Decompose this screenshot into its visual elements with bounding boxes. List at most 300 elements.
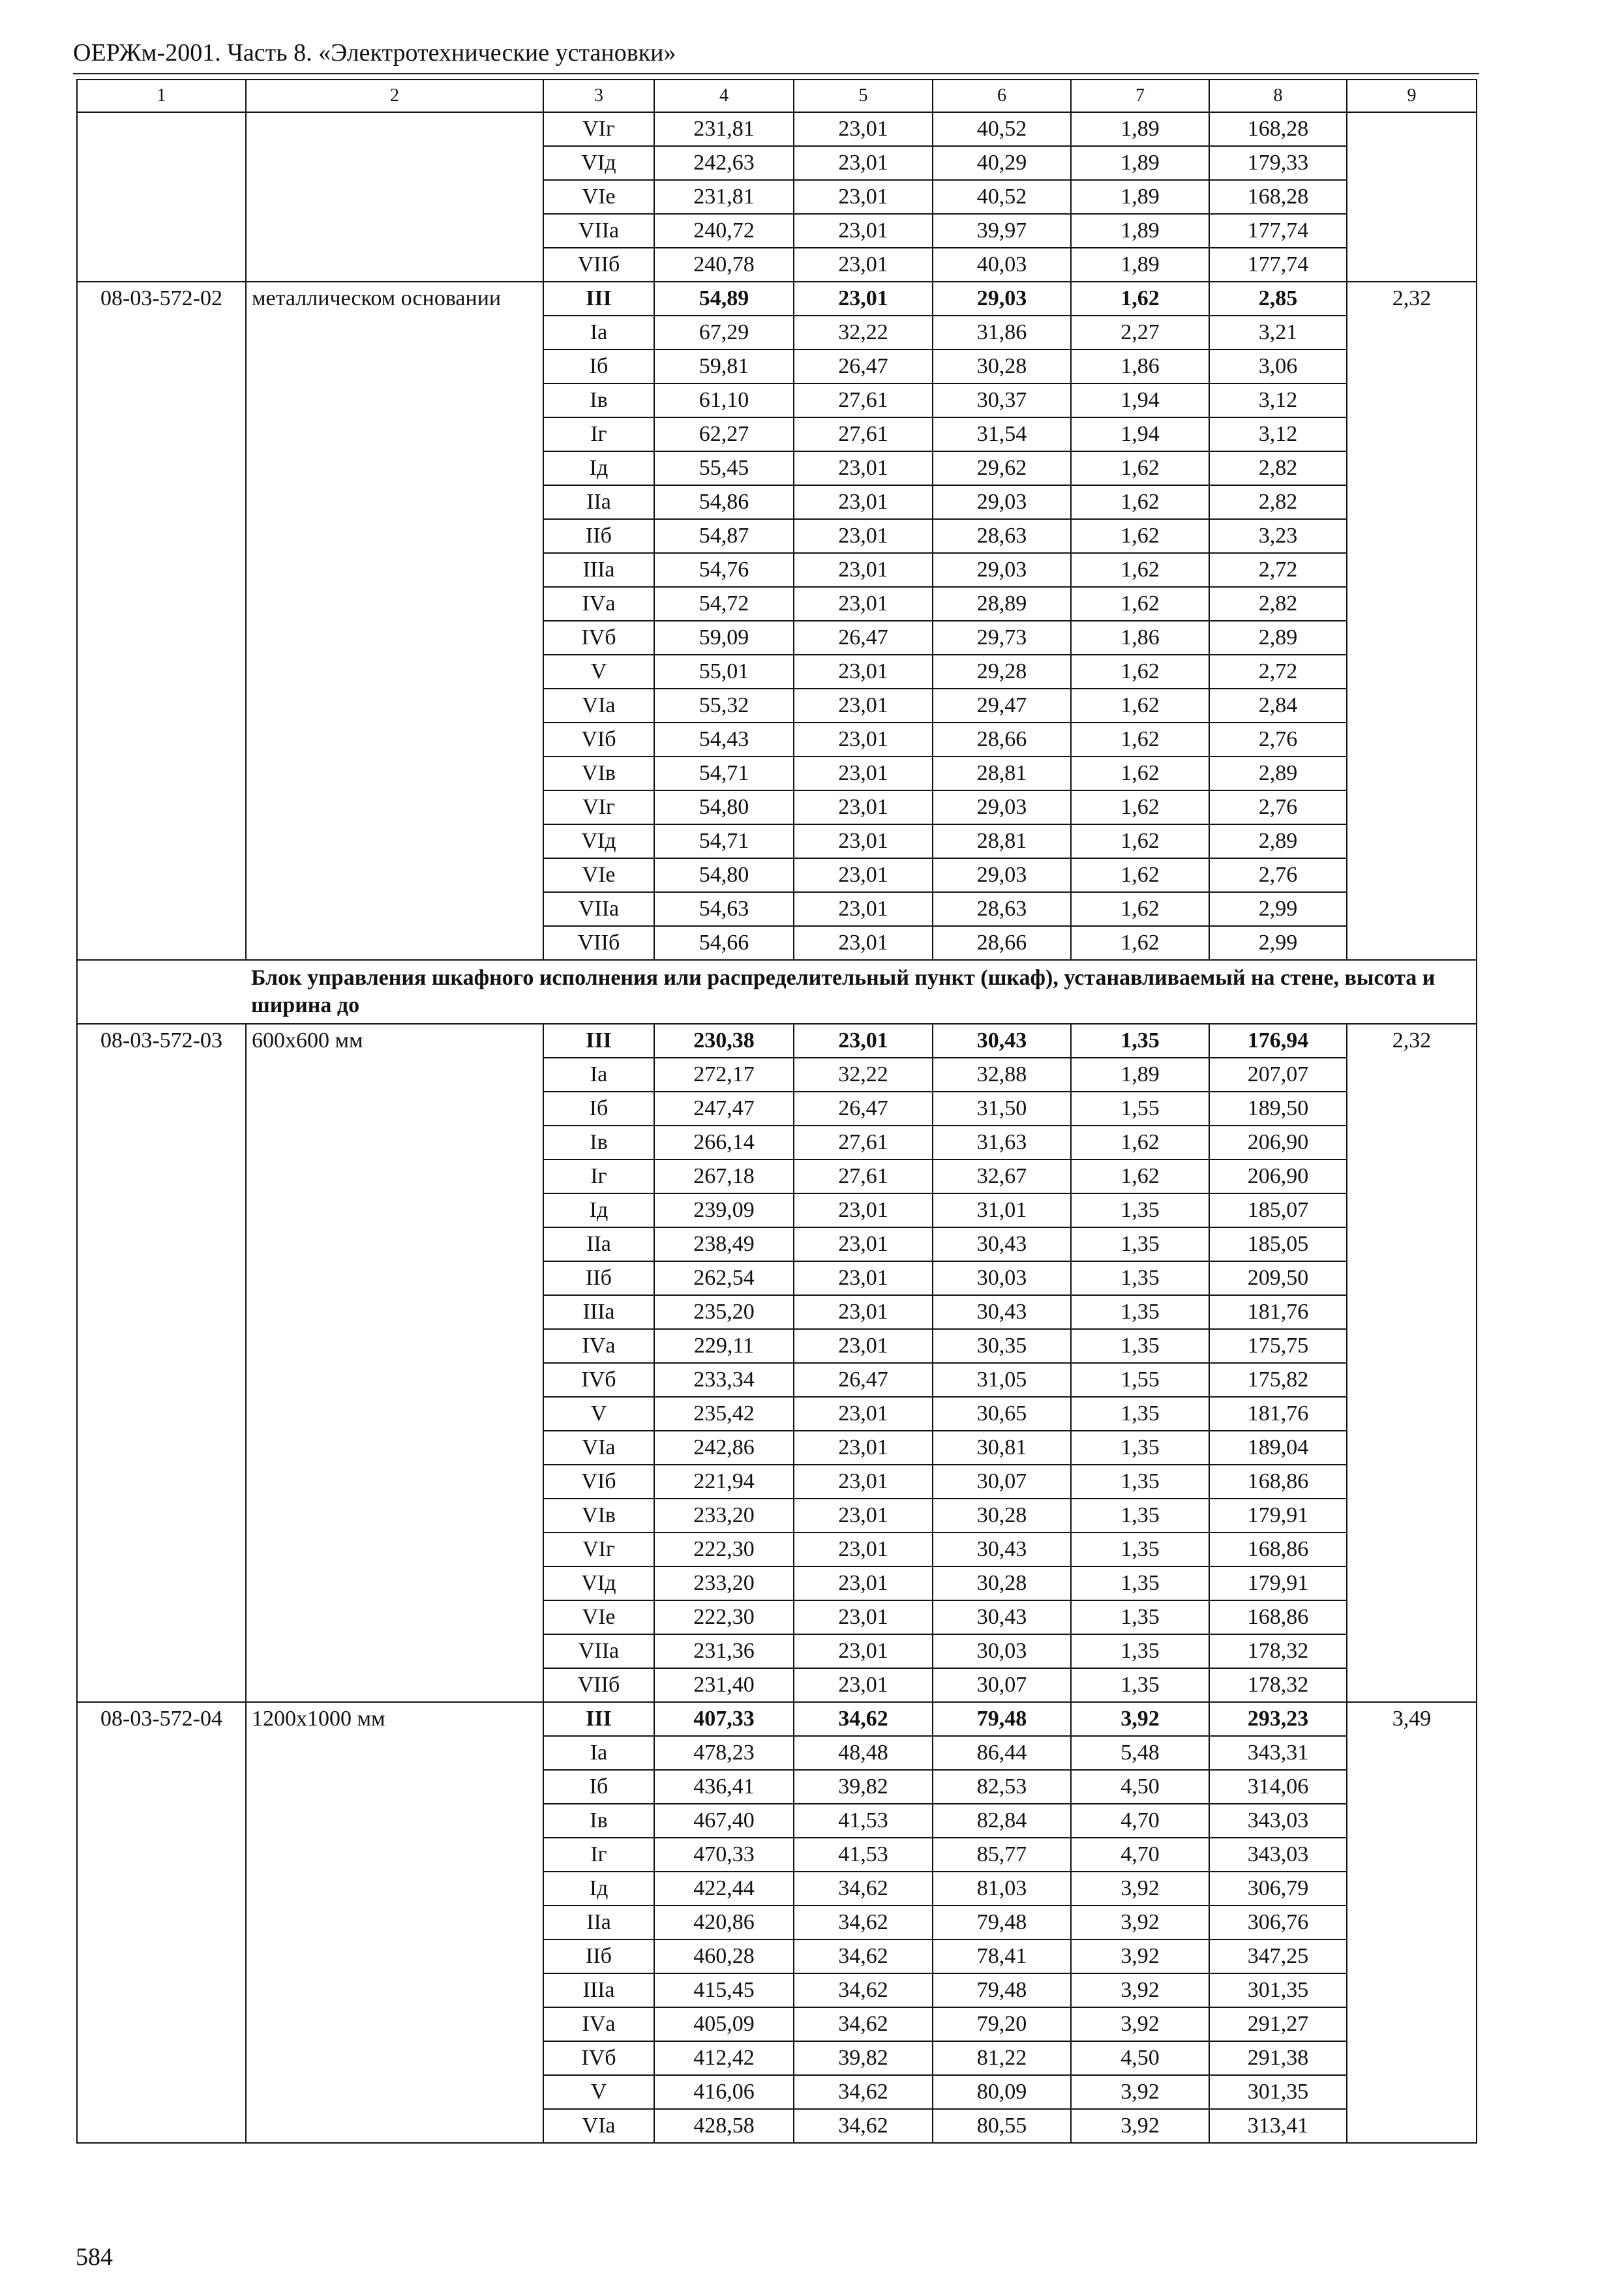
table-row xyxy=(77,282,1477,316)
value-cell: 23,01 xyxy=(794,824,933,858)
zone-cell: IIIа xyxy=(543,1295,654,1329)
value-cell: 3,92 xyxy=(1071,1906,1209,1939)
value-cell: 30,43 xyxy=(933,1533,1071,1566)
value-cell: 343,31 xyxy=(1209,1736,1347,1770)
column-number: 8 xyxy=(1209,80,1347,112)
value-cell: 3,92 xyxy=(1071,1939,1209,1973)
table-row xyxy=(77,1024,1477,1058)
value-cell: 242,86 xyxy=(654,1431,794,1465)
zone-cell: Iг xyxy=(543,1838,654,1872)
value-cell: 460,28 xyxy=(654,1939,794,1973)
value-cell: 3,12 xyxy=(1209,417,1347,451)
value-cell: 85,77 xyxy=(933,1838,1071,1872)
zone-cell: Iб xyxy=(543,1092,654,1126)
rate-code: 08-03-572-02 xyxy=(77,282,246,960)
value-cell: 30,37 xyxy=(933,383,1071,417)
value-cell: 54,63 xyxy=(654,892,794,926)
value-cell: 26,47 xyxy=(794,350,933,383)
value-cell: 1,62 xyxy=(1071,451,1209,485)
value-cell: 247,47 xyxy=(654,1092,794,1126)
value-cell: 1,86 xyxy=(1071,350,1209,383)
value-cell: 1,94 xyxy=(1071,383,1209,417)
value-cell: 79,48 xyxy=(933,1973,1071,2007)
zone-cell: IIб xyxy=(543,1261,654,1295)
value-cell: 26,47 xyxy=(794,621,933,655)
value-cell: 2,82 xyxy=(1209,485,1347,519)
value-cell: 54,71 xyxy=(654,824,794,858)
value-cell: 266,14 xyxy=(654,1126,794,1159)
zone-cell: III xyxy=(543,1024,654,1058)
value-cell: 1,35 xyxy=(1071,1634,1209,1668)
value-cell: 34,62 xyxy=(794,2075,933,2109)
value-cell: 30,28 xyxy=(933,350,1071,383)
value-cell: 3,92 xyxy=(1071,1872,1209,1906)
value-cell: 3,92 xyxy=(1071,1973,1209,2007)
value-cell: 40,03 xyxy=(933,248,1071,282)
value-cell: 79,48 xyxy=(933,1702,1071,1736)
value-cell: 478,23 xyxy=(654,1736,794,1770)
value-cell: 1,89 xyxy=(1071,214,1209,248)
value-cell: 23,01 xyxy=(794,689,933,723)
zone-cell: IIа xyxy=(543,1906,654,1939)
value-cell: 1,62 xyxy=(1071,485,1209,519)
value-cell: 3,92 xyxy=(1071,2075,1209,2109)
value-cell: 168,86 xyxy=(1209,1465,1347,1499)
value-cell: 23,01 xyxy=(794,282,933,316)
value-cell: 23,01 xyxy=(794,1431,933,1465)
zone-cell: IVб xyxy=(543,1363,654,1397)
value-cell: 175,75 xyxy=(1209,1329,1347,1363)
zone-cell: III xyxy=(543,1702,654,1736)
value-cell: 32,22 xyxy=(794,1058,933,1092)
value-cell: 1,89 xyxy=(1071,112,1209,146)
value-cell: 54,71 xyxy=(654,756,794,790)
value-cell: 313,41 xyxy=(1209,2109,1347,2143)
value-cell: 23,01 xyxy=(794,519,933,553)
value-cell: 2,99 xyxy=(1209,926,1347,960)
value-cell: 291,38 xyxy=(1209,2041,1347,2075)
value-cell: 23,01 xyxy=(794,655,933,689)
value-cell: 314,06 xyxy=(1209,1770,1347,1804)
value-cell: 30,43 xyxy=(933,1024,1071,1058)
value-cell: 1,62 xyxy=(1071,282,1209,316)
value-cell: 4,50 xyxy=(1071,1770,1209,1804)
value-cell: 32,88 xyxy=(933,1058,1071,1092)
value-cell: 30,43 xyxy=(933,1600,1071,1634)
value-cell: 1,35 xyxy=(1071,1329,1209,1363)
value-cell: 178,32 xyxy=(1209,1668,1347,1702)
value-cell: 82,84 xyxy=(933,1804,1071,1838)
value-cell: 1,62 xyxy=(1071,1126,1209,1159)
value-cell: 1,89 xyxy=(1071,1058,1209,1092)
value-cell: 306,76 xyxy=(1209,1906,1347,1939)
value-cell: 29,62 xyxy=(933,451,1071,485)
value-cell: 30,43 xyxy=(933,1227,1071,1261)
zone-cell: Iв xyxy=(543,383,654,417)
value-cell: 54,66 xyxy=(654,926,794,960)
value-cell: 23,01 xyxy=(794,1566,933,1600)
value-cell: 81,22 xyxy=(933,2041,1071,2075)
value-cell: 177,74 xyxy=(1209,248,1347,282)
zone-cell: IIа xyxy=(543,1227,654,1261)
value-cell: 23,01 xyxy=(794,451,933,485)
value-cell: 1,62 xyxy=(1071,756,1209,790)
value-cell: 240,78 xyxy=(654,248,794,282)
rate-code: 08-03-572-03 xyxy=(77,1024,246,1702)
value-cell: 3,92 xyxy=(1071,2109,1209,2143)
value-cell: 30,03 xyxy=(933,1261,1071,1295)
zone-cell: IIб xyxy=(543,1939,654,1973)
rate-code xyxy=(77,112,246,282)
value-cell: 231,36 xyxy=(654,1634,794,1668)
value-cell: 27,61 xyxy=(794,417,933,451)
value-cell: 54,72 xyxy=(654,587,794,621)
value-cell: 28,63 xyxy=(933,892,1071,926)
value-cell: 240,72 xyxy=(654,214,794,248)
value-cell: 179,91 xyxy=(1209,1566,1347,1600)
zone-cell: III xyxy=(543,282,654,316)
value-cell: 1,62 xyxy=(1071,790,1209,824)
value-cell: 23,01 xyxy=(794,723,933,756)
value-cell: 407,33 xyxy=(654,1702,794,1736)
value-cell: 4,70 xyxy=(1071,1838,1209,1872)
value-cell: 1,35 xyxy=(1071,1533,1209,1566)
value-cell: 34,62 xyxy=(794,1906,933,1939)
zone-cell: Iа xyxy=(543,316,654,350)
value-cell: 4,70 xyxy=(1071,1804,1209,1838)
zone-cell: VIг xyxy=(543,112,654,146)
value-cell: 1,89 xyxy=(1071,248,1209,282)
value-cell: 23,01 xyxy=(794,248,933,282)
value-cell: 23,01 xyxy=(794,1261,933,1295)
value-cell: 29,03 xyxy=(933,790,1071,824)
value-cell: 293,23 xyxy=(1209,1702,1347,1736)
column-number: 9 xyxy=(1347,80,1477,112)
document-title: ОЕРЖм-2001. Часть 8. «Электротехнические установки» xyxy=(73,39,676,67)
value-cell: 23,01 xyxy=(794,1668,933,1702)
value-cell: 28,66 xyxy=(933,723,1071,756)
rate-code: 08-03-572-04 xyxy=(77,1702,246,2143)
value-cell: 23,01 xyxy=(794,892,933,926)
value-cell: 29,03 xyxy=(933,485,1071,519)
value-cell: 467,40 xyxy=(654,1804,794,1838)
page-header xyxy=(73,38,1479,68)
value-cell: 1,35 xyxy=(1071,1193,1209,1227)
value-cell: 176,94 xyxy=(1209,1024,1347,1058)
value-cell: 30,35 xyxy=(933,1329,1071,1363)
zone-cell: VIб xyxy=(543,723,654,756)
zone-cell: VIв xyxy=(543,1499,654,1533)
value-cell: 175,82 xyxy=(1209,1363,1347,1397)
value-cell: 55,45 xyxy=(654,451,794,485)
value-cell: 291,27 xyxy=(1209,2007,1347,2041)
value-cell: 41,53 xyxy=(794,1804,933,1838)
value-cell: 267,18 xyxy=(654,1159,794,1193)
value-cell: 23,01 xyxy=(794,180,933,214)
value-cell: 3,12 xyxy=(1209,383,1347,417)
value-cell: 59,09 xyxy=(654,621,794,655)
value-cell: 23,01 xyxy=(794,1465,933,1499)
zone-cell: IIIа xyxy=(543,553,654,587)
rates-table xyxy=(76,79,1477,2144)
value-cell: 40,29 xyxy=(933,146,1071,180)
value-cell: 62,27 xyxy=(654,417,794,451)
column-number: 7 xyxy=(1071,80,1209,112)
value-cell: 422,44 xyxy=(654,1872,794,1906)
value-cell: 405,09 xyxy=(654,2007,794,2041)
rate-name: 1200х1000 мм xyxy=(246,1702,543,2143)
value-cell: 23,01 xyxy=(794,1600,933,1634)
coefficient-cell: 2,32 xyxy=(1347,1024,1477,1702)
zone-cell: IIб xyxy=(543,519,654,553)
zone-cell: IIа xyxy=(543,485,654,519)
value-cell: 59,81 xyxy=(654,350,794,383)
value-cell: 306,79 xyxy=(1209,1872,1347,1906)
value-cell: 23,01 xyxy=(794,1024,933,1058)
rate-name: металлическом основании xyxy=(246,282,543,960)
zone-cell: V xyxy=(543,1397,654,1431)
value-cell: 1,62 xyxy=(1071,858,1209,892)
value-cell: 1,62 xyxy=(1071,892,1209,926)
value-cell: 54,76 xyxy=(654,553,794,587)
zone-cell: VIд xyxy=(543,824,654,858)
value-cell: 206,90 xyxy=(1209,1126,1347,1159)
zone-cell: Iд xyxy=(543,1872,654,1906)
value-cell: 428,58 xyxy=(654,2109,794,2143)
coefficient-cell: 3,49 xyxy=(1347,1702,1477,2143)
value-cell: 23,01 xyxy=(794,1499,933,1533)
value-cell: 82,53 xyxy=(933,1770,1071,1804)
value-cell: 80,55 xyxy=(933,2109,1071,2143)
value-cell: 23,01 xyxy=(794,1295,933,1329)
value-cell: 29,73 xyxy=(933,621,1071,655)
value-cell: 34,62 xyxy=(794,1973,933,2007)
zone-cell: IVб xyxy=(543,621,654,655)
value-cell: 3,92 xyxy=(1071,2007,1209,2041)
value-cell: 185,05 xyxy=(1209,1227,1347,1261)
value-cell: 3,23 xyxy=(1209,519,1347,553)
value-cell: 30,43 xyxy=(933,1295,1071,1329)
zone-cell: Iг xyxy=(543,417,654,451)
value-cell: 34,62 xyxy=(794,1872,933,1906)
value-cell: 67,29 xyxy=(654,316,794,350)
value-cell: 54,80 xyxy=(654,790,794,824)
zone-cell: VIа xyxy=(543,1431,654,1465)
value-cell: 230,38 xyxy=(654,1024,794,1058)
zone-cell: IVа xyxy=(543,2007,654,2041)
column-number: 1 xyxy=(77,80,246,112)
zone-cell: VIIб xyxy=(543,1668,654,1702)
value-cell: 31,54 xyxy=(933,417,1071,451)
value-cell: 242,63 xyxy=(654,146,794,180)
value-cell: 86,44 xyxy=(933,1736,1071,1770)
value-cell: 54,86 xyxy=(654,485,794,519)
value-cell: 80,09 xyxy=(933,2075,1071,2109)
value-cell: 41,53 xyxy=(794,1838,933,1872)
value-cell: 39,82 xyxy=(794,1770,933,1804)
value-cell: 31,01 xyxy=(933,1193,1071,1227)
value-cell: 23,01 xyxy=(794,146,933,180)
zone-cell: VIIа xyxy=(543,1634,654,1668)
zone-cell: VIв xyxy=(543,756,654,790)
value-cell: 23,01 xyxy=(794,1634,933,1668)
table-row xyxy=(77,112,1477,146)
value-cell: 1,35 xyxy=(1071,1600,1209,1634)
value-cell: 5,48 xyxy=(1071,1736,1209,1770)
column-number: 2 xyxy=(246,80,543,112)
value-cell: 262,54 xyxy=(654,1261,794,1295)
value-cell: 347,25 xyxy=(1209,1939,1347,1973)
value-cell: 29,47 xyxy=(933,689,1071,723)
value-cell: 23,01 xyxy=(794,214,933,248)
value-cell: 1,89 xyxy=(1071,180,1209,214)
column-number: 5 xyxy=(794,80,933,112)
value-cell: 27,61 xyxy=(794,1126,933,1159)
value-cell: 31,05 xyxy=(933,1363,1071,1397)
rate-name xyxy=(246,112,543,282)
value-cell: 3,92 xyxy=(1071,1702,1209,1736)
zone-cell: Iб xyxy=(543,350,654,383)
value-cell: 179,33 xyxy=(1209,146,1347,180)
value-cell: 1,35 xyxy=(1071,1465,1209,1499)
zone-cell: Iг xyxy=(543,1159,654,1193)
value-cell: 30,07 xyxy=(933,1668,1071,1702)
header-divider xyxy=(73,73,1479,74)
value-cell: 23,01 xyxy=(794,926,933,960)
value-cell: 79,48 xyxy=(933,1906,1071,1939)
value-cell: 343,03 xyxy=(1209,1804,1347,1838)
zone-cell: Iд xyxy=(543,451,654,485)
value-cell: 1,62 xyxy=(1071,655,1209,689)
value-cell: 30,28 xyxy=(933,1566,1071,1600)
value-cell: 1,94 xyxy=(1071,417,1209,451)
value-cell: 23,01 xyxy=(794,790,933,824)
zone-cell: VIе xyxy=(543,1600,654,1634)
value-cell: 2,72 xyxy=(1209,655,1347,689)
value-cell: 30,28 xyxy=(933,1499,1071,1533)
column-number-row xyxy=(77,80,1477,112)
value-cell: 23,01 xyxy=(794,1329,933,1363)
value-cell: 1,35 xyxy=(1071,1499,1209,1533)
value-cell: 235,20 xyxy=(654,1295,794,1329)
zone-cell: Iа xyxy=(543,1736,654,1770)
value-cell: 2,82 xyxy=(1209,587,1347,621)
zone-cell: VIе xyxy=(543,858,654,892)
value-cell: 31,86 xyxy=(933,316,1071,350)
value-cell: 54,80 xyxy=(654,858,794,892)
value-cell: 168,28 xyxy=(1209,180,1347,214)
value-cell: 28,89 xyxy=(933,587,1071,621)
zone-cell: VIг xyxy=(543,790,654,824)
value-cell: 1,62 xyxy=(1071,824,1209,858)
value-cell: 27,61 xyxy=(794,1159,933,1193)
value-cell: 168,86 xyxy=(1209,1533,1347,1566)
value-cell: 2,99 xyxy=(1209,892,1347,926)
value-cell: 185,07 xyxy=(1209,1193,1347,1227)
value-cell: 181,76 xyxy=(1209,1397,1347,1431)
section-code-cell xyxy=(77,960,246,1024)
value-cell: 2,76 xyxy=(1209,723,1347,756)
value-cell: 54,87 xyxy=(654,519,794,553)
value-cell: 189,04 xyxy=(1209,1431,1347,1465)
value-cell: 1,35 xyxy=(1071,1024,1209,1058)
value-cell: 23,01 xyxy=(794,1227,933,1261)
value-cell: 1,55 xyxy=(1071,1092,1209,1126)
value-cell: 1,62 xyxy=(1071,1159,1209,1193)
page-number: 584 xyxy=(76,2243,113,2271)
value-cell: 222,30 xyxy=(654,1600,794,1634)
zone-cell: VIIа xyxy=(543,892,654,926)
value-cell: 39,82 xyxy=(794,2041,933,2075)
value-cell: 26,47 xyxy=(794,1092,933,1126)
value-cell: 55,32 xyxy=(654,689,794,723)
coefficient-cell: 2,32 xyxy=(1347,282,1477,960)
value-cell: 23,01 xyxy=(794,1193,933,1227)
value-cell: 3,21 xyxy=(1209,316,1347,350)
value-cell: 55,01 xyxy=(654,655,794,689)
value-cell: 23,01 xyxy=(794,112,933,146)
value-cell: 1,62 xyxy=(1071,587,1209,621)
value-cell: 1,62 xyxy=(1071,723,1209,756)
value-cell: 23,01 xyxy=(794,1533,933,1566)
value-cell: 1,35 xyxy=(1071,1668,1209,1702)
value-cell: 23,01 xyxy=(794,485,933,519)
value-cell: 233,34 xyxy=(654,1363,794,1397)
zone-cell: VIIа xyxy=(543,214,654,248)
value-cell: 1,35 xyxy=(1071,1261,1209,1295)
value-cell: 2,84 xyxy=(1209,689,1347,723)
value-cell: 2,82 xyxy=(1209,451,1347,485)
section-title: Блок управления шкафного исполнения или распределительный пункт (шкаф), устанавливаемый на стене, высота и ширина до xyxy=(246,960,1477,1024)
value-cell: 436,41 xyxy=(654,1770,794,1804)
value-cell: 1,62 xyxy=(1071,926,1209,960)
coefficient-cell xyxy=(1347,112,1477,282)
value-cell: 222,30 xyxy=(654,1533,794,1566)
value-cell: 40,52 xyxy=(933,112,1071,146)
value-cell: 2,76 xyxy=(1209,790,1347,824)
value-cell: 30,65 xyxy=(933,1397,1071,1431)
value-cell: 470,33 xyxy=(654,1838,794,1872)
value-cell: 3,06 xyxy=(1209,350,1347,383)
value-cell: 178,32 xyxy=(1209,1634,1347,1668)
value-cell: 343,03 xyxy=(1209,1838,1347,1872)
zone-cell: IVа xyxy=(543,1329,654,1363)
value-cell: 2,76 xyxy=(1209,858,1347,892)
value-cell: 23,01 xyxy=(794,1397,933,1431)
column-number: 4 xyxy=(654,80,794,112)
value-cell: 40,52 xyxy=(933,180,1071,214)
value-cell: 181,76 xyxy=(1209,1295,1347,1329)
value-cell: 29,03 xyxy=(933,282,1071,316)
value-cell: 23,01 xyxy=(794,587,933,621)
column-number: 3 xyxy=(543,80,654,112)
zone-cell: Iд xyxy=(543,1193,654,1227)
value-cell: 301,35 xyxy=(1209,2075,1347,2109)
value-cell: 28,81 xyxy=(933,824,1071,858)
section-row xyxy=(77,960,1477,1024)
value-cell: 1,62 xyxy=(1071,519,1209,553)
value-cell: 81,03 xyxy=(933,1872,1071,1906)
zone-cell: V xyxy=(543,655,654,689)
value-cell: 1,55 xyxy=(1071,1363,1209,1397)
value-cell: 235,42 xyxy=(654,1397,794,1431)
value-cell: 31,50 xyxy=(933,1092,1071,1126)
value-cell: 2,72 xyxy=(1209,553,1347,587)
value-cell: 28,63 xyxy=(933,519,1071,553)
zone-cell: IVб xyxy=(543,2041,654,2075)
value-cell: 28,81 xyxy=(933,756,1071,790)
value-cell: 416,06 xyxy=(654,2075,794,2109)
